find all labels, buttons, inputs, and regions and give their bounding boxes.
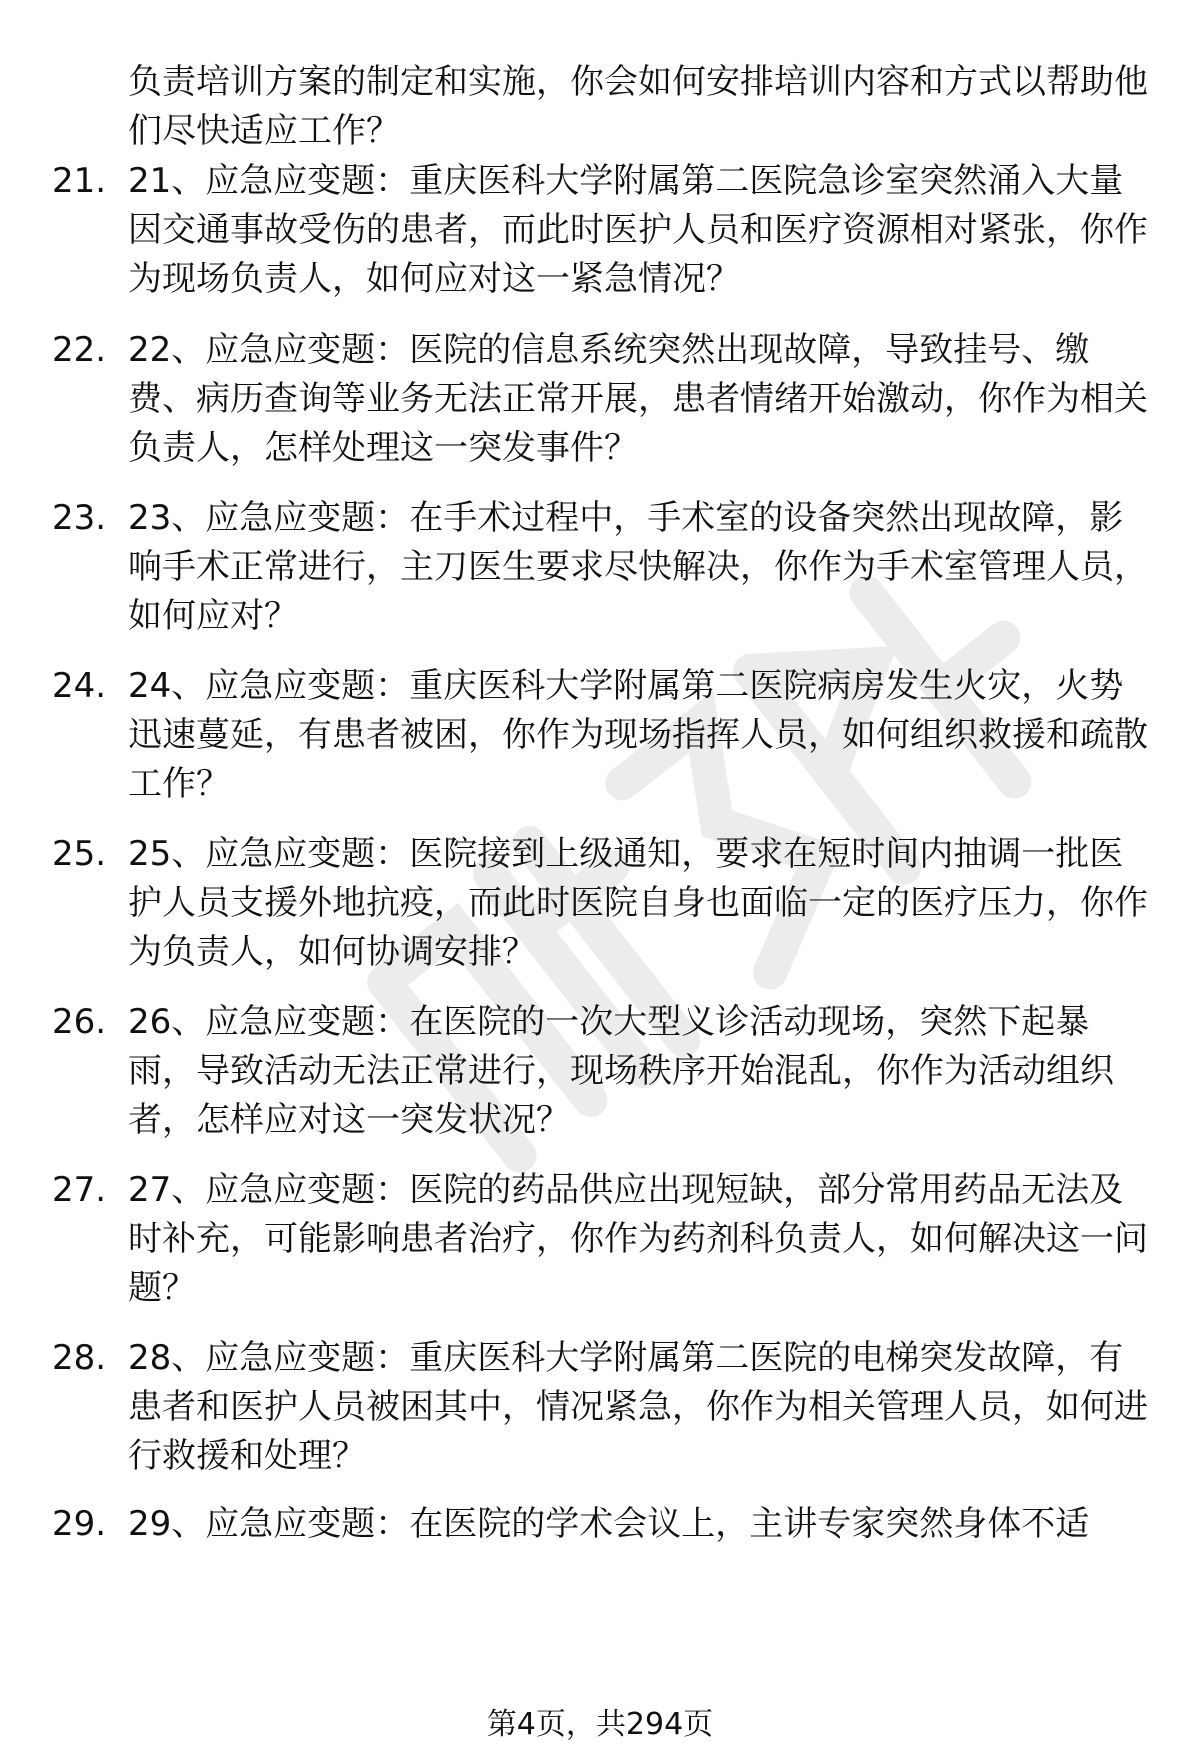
continuation-paragraph: 负责培训方案的制定和实施，你会如何安排培训内容和方式以帮助他们尽快适应工作？	[128, 62, 1148, 151]
item-number: 26.	[52, 1002, 107, 1042]
item-text: 23、应急应变题：在手术过程中，手术室的设备突然出现故障，影响手术正常进行，主刀医生要求尽快解决，你作为手术室管理人员，如何应对？	[128, 498, 1148, 636]
item-text: 22、应急应变题：医院的信息系统突然出现故障，导致挂号、缴费、病历查询等业务无法正常开展，患者情绪开始激动，你作为相关负责人，怎样处理这一突发事件？	[128, 330, 1148, 468]
item-text: 21、应急应变题：重庆医科大学附属第二医院急诊室突然涌入大量因交通事故受伤的患者，而此时医护人员和医疗资源相对紧张，你作为现场负责人，如何应对这一紧急情况？	[128, 161, 1148, 299]
item-number: 21.	[52, 161, 107, 201]
page-footer: 第4页，共294页	[486, 1707, 714, 1742]
item-number: 23.	[52, 498, 107, 538]
item-number: 27.	[52, 1170, 107, 1210]
item-number: 28.	[52, 1338, 107, 1378]
item-text: 26、应急应变题：在医院的一次大型义诊活动现场，突然下起暴雨，导致活动无法正常进行，现场秩序开始混乱，你作为活动组织者，怎样应对这一突发状况？	[128, 1002, 1114, 1140]
item-text: 25、应急应变题：医院接到上级通知，要求在短时间内抽调一批医护人员支援外地抗疫，而此时医院自身也面临一定的医疗压力，你作为负责人，如何协调安排？	[128, 834, 1148, 972]
item-text: 27、应急应变题：医院的药品供应出现短缺，部分常用药品无法及时补充，可能影响患者治疗，你作为药剂科负责人，如何解决这一问题？	[128, 1170, 1148, 1308]
item-text: 28、应急应变题：重庆医科大学附属第二医院的电梯突发故障，有患者和医护人员被困其中，情况紧急，你作为相关管理人员，如何进行救援和处理？	[128, 1338, 1148, 1476]
item-text: 29、应急应变题：在医院的学术会议上，主讲专家突然身体不适	[128, 1504, 1090, 1544]
item-number: 25.	[52, 834, 107, 874]
item-number: 29.	[52, 1504, 107, 1544]
item-text: 24、应急应变题：重庆医科大学附属第二医院病房发生火灾，火势迅速蔓延，有患者被困，你作为现场指挥人员，如何组织救援和疏散工作？	[128, 666, 1148, 804]
item-number: 24.	[52, 666, 107, 706]
item-number: 22.	[52, 330, 107, 370]
